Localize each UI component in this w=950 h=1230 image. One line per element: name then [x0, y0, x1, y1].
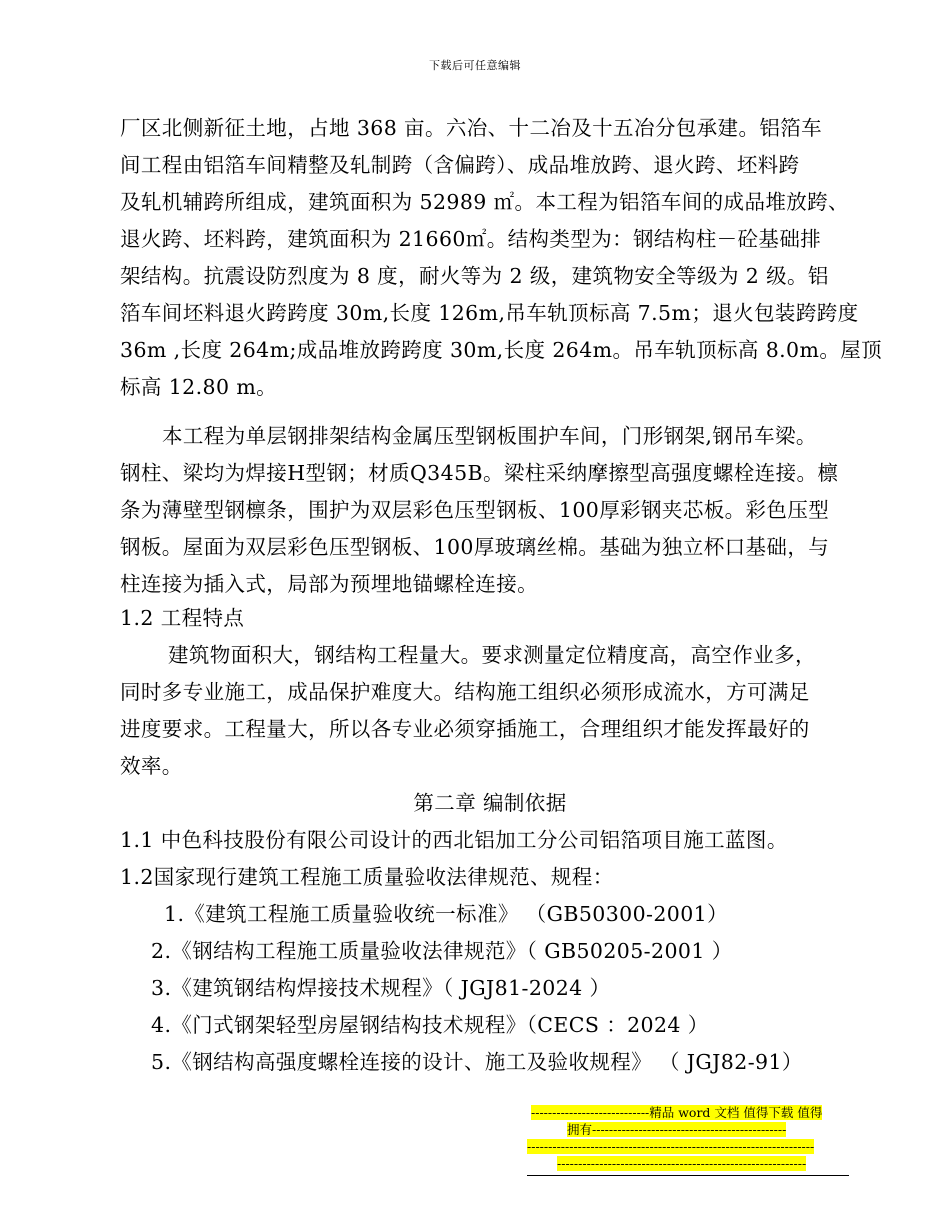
text-line: 标高 12.80 m。	[120, 375, 278, 399]
text-line: 钢柱、梁均为焊接H型钢；材质Q345B。梁柱采纳摩擦型高强度螺栓连接。檩	[120, 461, 839, 485]
structure-paragraph	[120, 418, 860, 603]
footer-watermark	[527, 1104, 849, 1176]
reference-item: 1.《建筑工程施工质量验收统一标准》 （GB50300-2001）	[164, 902, 729, 926]
text-line: 钢板。屋面为双层彩色压型钢板、100厚玻璃丝棉。基础为独立杯口基础，与	[120, 535, 830, 559]
reference-item: 4.《门式钢架轻型房屋钢结构技术规程》（CECS ：2024 ）	[151, 1013, 709, 1037]
reference-item: 5.《钢结构高强度螺栓连接的设计、施工及验收规程》 （ JGJ82-91）	[151, 1050, 803, 1074]
reference-item: 2.《钢结构工程施工质量验收法律规范》（ GB50205-2001 ）	[151, 939, 733, 963]
text-line: 条为薄壁型钢檩条，围护为双层彩色压型钢板、100厚彩钢夹芯板。彩色压型	[120, 498, 830, 522]
reference-item: 3.《建筑钢结构焊接技术规程》（ JGJ81-2024 ）	[151, 976, 611, 1000]
header-note: 下载后可任意编辑	[429, 59, 521, 72]
chapter2-section	[120, 785, 860, 1081]
basis-item: 1.1 中色科技股份有限公司设计的西北铝加工分公司铝箔项目施工蓝图。	[120, 828, 788, 852]
footer-line: -----------------------------------------------------------	[557, 1156, 807, 1171]
text-line: 箔车间坯料退火跨跨度 30m,长度 126m,吊车轨顶标高 7.5m；退火包装跨跨度	[120, 301, 859, 325]
text-line: 同时多专业施工，成品保护难度大。结构施工组织必须形成流水，方可满足	[120, 680, 810, 704]
chapter-title: 第二章 编制依据	[413, 791, 567, 815]
basis-item: 1.2国家现行建筑工程施工质量验收法律规范、规程：	[120, 865, 614, 889]
text-line: 厂区北侧新征土地，占地 368 亩。六冶、十二冶及十五冶分包承建。铝箔车	[120, 116, 823, 140]
text-line: 效率。	[120, 754, 183, 778]
features-section	[120, 600, 860, 785]
text-line: 架结构。抗震设防烈度为 8 度，耐火等为 2 级，建筑物安全等级为 2 级。铝	[120, 264, 829, 288]
text-line: 间工程由铝箔车间精整及轧制跨（含偏跨）、成品堆放跨、退火跨、坯料跨	[120, 153, 800, 177]
text-line: 及轧机辅跨所组成，建筑面积为 52989 ㎡。本工程为铝箔车间的成品堆放跨、	[120, 190, 849, 214]
footer-line: 拥有----------------------------------------------	[567, 1122, 787, 1137]
text-line: 本工程为单层钢排架结构金属压型钢板围护车间，门形钢架,钢吊车梁。	[162, 424, 817, 448]
section-title: 1.2 工程特点	[120, 606, 245, 630]
text-line: 柱连接为插入式，局部为预埋地锚螺栓连接。	[120, 572, 538, 596]
text-line: 36m ,长度 264m;成品堆放跨跨度 30m,长度 264m。吊车轨顶标高 8.0m。屋顶	[120, 338, 883, 362]
text-line: 建筑物面积大，钢结构工程量大。要求测量定位精度高，高空作业多，	[168, 643, 816, 667]
footer-line: --------------------------------------------------------------------	[527, 1139, 815, 1154]
footer-line: ----------------------------精品 word 文档 值得下载 值得	[531, 1105, 823, 1120]
overview-paragraph	[120, 110, 883, 406]
text-line: 退火跨、坯料跨，建筑面积为 21660㎡。结构类型为：钢结构柱－砼基础排	[120, 227, 822, 251]
footer-rule	[527, 1174, 849, 1176]
text-line: 进度要求。工程量大，所以各专业必须穿插施工，合理组织才能发挥最好的	[120, 717, 810, 741]
